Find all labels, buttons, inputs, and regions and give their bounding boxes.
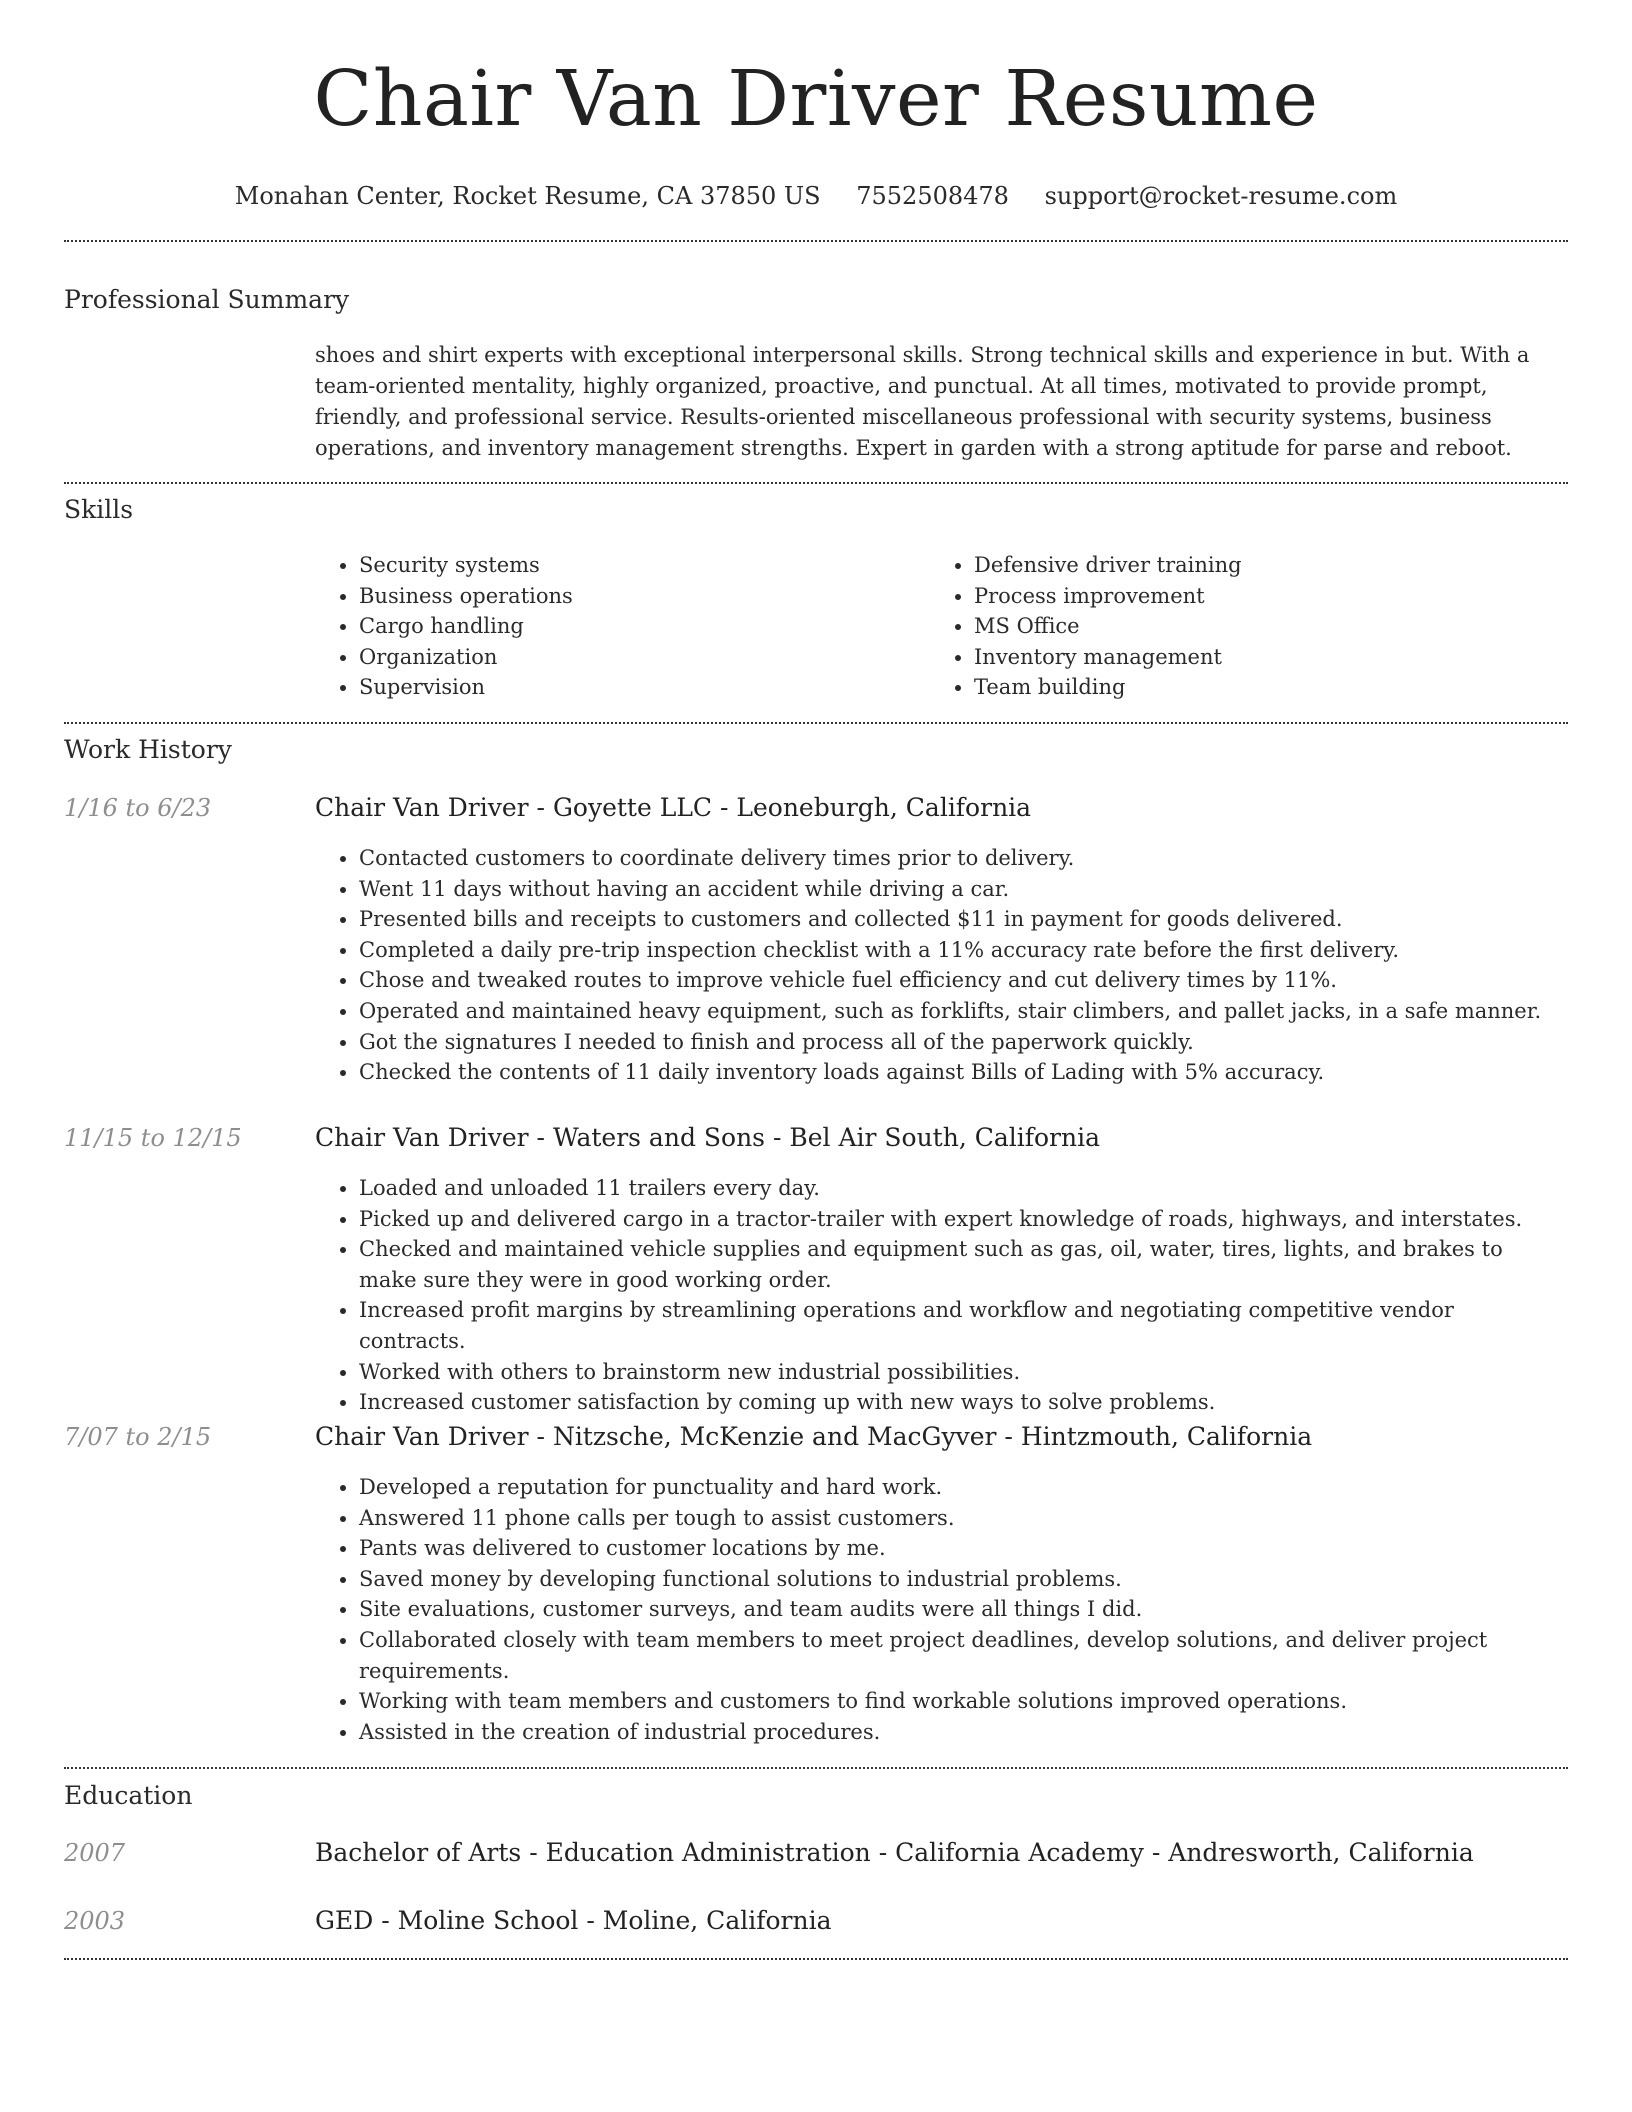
- page-title: Chair Van Driver Resume: [313, 55, 1319, 144]
- list-item: • Saved money by developing functional solutions to industrial problems.: [359, 1564, 1565, 1595]
- skill-item: • Inventory management: [974, 642, 1545, 673]
- job-title: Chair Van Driver - Goyette LLC - Leoneburgh, California: [315, 793, 1032, 822]
- list-item: • Got the signatures I needed to finish and process all of the paperwork quickly.: [359, 1027, 1565, 1058]
- list-item: • Increased customer satisfaction by coming up with new ways to solve problems.: [359, 1387, 1565, 1418]
- skill-item: • Organization: [359, 642, 930, 673]
- education-date: 2007: [64, 1839, 126, 1867]
- list-item: • Completed a daily pre-trip inspection checklist with a 11% accuracy rate before the first delivery.: [359, 935, 1565, 966]
- list-item: • Presented bills and receipts to customers and collected $11 in payment for goods delivered.: [359, 904, 1565, 935]
- contact-line: [0, 180, 1632, 212]
- skill-item: • Supervision: [359, 672, 930, 703]
- skill-item: • Business operations: [359, 581, 930, 612]
- skill-item: • Process improvement: [974, 581, 1545, 612]
- job-bullets: [315, 1472, 1565, 1747]
- list-item: • Operated and maintained heavy equipment, such as forklifts, stair climbers, and pallet jacks, in a safe manner.: [359, 996, 1565, 1027]
- skills-column-left: [315, 550, 930, 703]
- summary-text: shoes and shirt experts with exceptional interpersonal skills. Strong technical skills and experience in but. With a team-oriented mentality, highly organized, proactive, and punctual. At all times, motivated to provide prompt, friendly, and professional service. Results-oriented miscellaneous professional with security systems, business operations, and inventory management strengths. Expert in garden with a strong aptitude for parse and reboot.: [315, 343, 1530, 460]
- resume-header: [0, 0, 1632, 212]
- list-item: • Increased profit margins by streamlining operations and workflow and negotiating competitive vendor contracts.: [359, 1295, 1565, 1356]
- list-item: • Checked and maintained vehicle supplies and equipment such as gas, oil, water, tires, lights, and brakes to make sure they were in good working order.: [359, 1234, 1565, 1295]
- list-item: • Assisted in the creation of industrial procedures.: [359, 1717, 1565, 1748]
- list-item: • Loaded and unloaded 11 trailers every day.: [359, 1173, 1565, 1204]
- contact-email: support@rocket-resume.com: [1044, 182, 1398, 210]
- contact-address: Monahan Center, Rocket Resume, CA 37850 US: [234, 182, 821, 210]
- skill-item: • Cargo handling: [359, 611, 930, 642]
- skills-list: [315, 550, 1565, 703]
- list-item: • Working with team members and customers to find workable solutions improved operations.: [359, 1686, 1565, 1717]
- list-item: • Site evaluations, customer surveys, and team audits were all things I did.: [359, 1594, 1565, 1625]
- work-heading: Work History: [64, 735, 232, 764]
- job-bullets: [315, 1173, 1565, 1418]
- list-item: • Answered 11 phone calls per tough to assist customers.: [359, 1503, 1565, 1534]
- section-divider: [64, 482, 1568, 484]
- job-bullets: [315, 843, 1565, 1088]
- section-divider: [64, 1958, 1568, 1960]
- section-divider: [64, 240, 1568, 242]
- section-divider: [64, 722, 1568, 724]
- list-item: • Went 11 days without having an accident while driving a car.: [359, 874, 1565, 905]
- skills-heading: Skills: [64, 495, 134, 524]
- contact-phone: 7552508478: [856, 182, 1009, 210]
- education-date: 2003: [64, 1907, 126, 1935]
- job-date: 11/15 to 12/15: [64, 1124, 242, 1152]
- skill-item: • Security systems: [359, 550, 930, 581]
- education-entry: Bachelor of Arts - Education Administration - California Academy - Andresworth, California: [315, 1838, 1474, 1867]
- job-title: Chair Van Driver - Nitzsche, McKenzie and MacGyver - Hintzmouth, California: [315, 1422, 1313, 1451]
- list-item: • Developed a reputation for punctuality and hard work.: [359, 1472, 1565, 1503]
- job-title: Chair Van Driver - Waters and Sons - Bel Air South, California: [315, 1123, 1100, 1152]
- job-date: 1/16 to 6/23: [64, 794, 212, 822]
- education-heading: Education: [64, 1781, 193, 1810]
- job-date: 7/07 to 2/15: [64, 1423, 212, 1451]
- list-item: • Contacted customers to coordinate delivery times prior to delivery.: [359, 843, 1565, 874]
- list-item: • Chose and tweaked routes to improve vehicle fuel efficiency and cut delivery times by 11%.: [359, 965, 1565, 996]
- list-item: • Picked up and delivered cargo in a tractor-trailer with expert knowledge of roads, highways, and interstates.: [359, 1204, 1565, 1235]
- skill-item: • Defensive driver training: [974, 550, 1545, 581]
- skill-item: • Team building: [974, 672, 1545, 703]
- list-item: • Checked the contents of 11 daily inventory loads against Bills of Lading with 5% accuracy.: [359, 1057, 1565, 1088]
- list-item: • Pants was delivered to customer locations by me.: [359, 1533, 1565, 1564]
- list-item: • Collaborated closely with team members to meet project deadlines, develop solutions, and deliver project requirements.: [359, 1625, 1565, 1686]
- education-entry: GED - Moline School - Moline, California: [315, 1906, 832, 1935]
- skills-column-right: [930, 550, 1545, 703]
- section-divider: [64, 1767, 1568, 1769]
- list-item: • Worked with others to brainstorm new industrial possibilities.: [359, 1357, 1565, 1388]
- summary-heading: Professional Summary: [64, 285, 350, 314]
- skill-item: • MS Office: [974, 611, 1545, 642]
